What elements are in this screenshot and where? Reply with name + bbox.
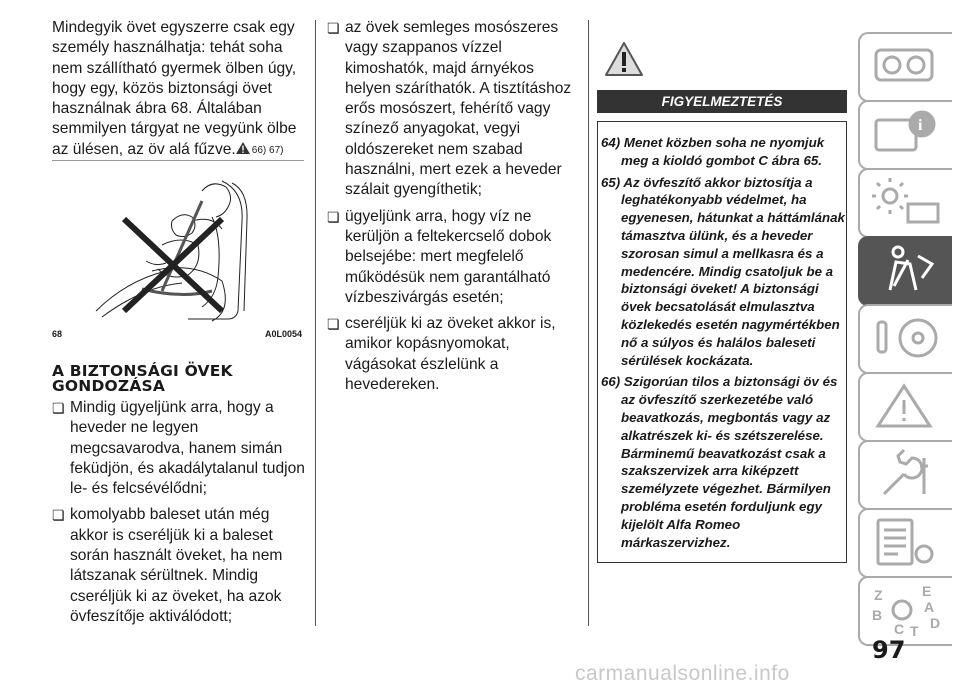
page-number: 97 xyxy=(872,636,906,664)
bullet-item: ❏ az övek semleges mosószeres vagy szappanos vízzel kimoshatók, majd árnyékos helyen száríthatók. A tisztításhoz erős mosószert, fehérítő vagy színező anyagokat, vegyi oldószereket nem szabad használni, mert ezek a heveder szálait gyengíthetik; xyxy=(327,18,583,201)
tab-starting[interactable] xyxy=(858,304,952,374)
svg-text:i: i xyxy=(918,117,923,134)
svg-text:C: C xyxy=(894,621,905,637)
svg-text:B: B xyxy=(872,607,883,623)
child-on-lap-illustration xyxy=(52,161,304,345)
column-1-bullets xyxy=(52,398,306,633)
tab-maintenance[interactable] xyxy=(858,440,952,510)
column-2 xyxy=(327,18,583,401)
bullet-item: ❏ ügyeljünk arra, hogy víz ne kerüljön a feltekercselő dobok belsejébe: mert megfelelő működésük nem garantálható vízbeszivárgás esetén; xyxy=(327,207,583,308)
intro-text: Mindegyik övet egyszerre csak egy személy használhatja: tehát soha nem szállítható gyermek ölben úgy, hogy egy, közös biztonsági övet használnak ábra 68. Általában semmilyen tárgyat ne vegyünk ölbe az ülésen, az öv alá fűzve. xyxy=(52,19,297,158)
bullet-item: ❏ cseréljük ki az öveket akkor is, amikor kopásnyomokat, vágásokat észlelünk a hevedereken. xyxy=(327,314,583,395)
column-1 xyxy=(52,18,306,161)
alphabet-index-icon xyxy=(868,582,948,640)
lights-icon xyxy=(868,174,948,232)
steering-wheel-icon xyxy=(868,310,948,368)
svg-text:A: A xyxy=(924,599,935,615)
section-heading: A BIZTONSÁGI ÖVEK GONDOZÁSA xyxy=(52,362,233,395)
seatbelt-airbag-icon xyxy=(868,242,948,300)
column-divider xyxy=(315,20,316,626)
svg-text:D: D xyxy=(930,615,941,631)
tab-technical-data[interactable] xyxy=(858,508,952,578)
tab-lights[interactable] xyxy=(858,168,952,238)
wrench-icon xyxy=(868,446,948,504)
watermark-footer: carmanualsonline.info xyxy=(575,662,790,685)
tab-safety[interactable] xyxy=(858,236,952,306)
bullet-item: ❏ komolyabb baleset után még akkor is cseréljük ki a baleset során használt öveket, ha nem látszanak sérültnek. Mindig cseréljük ki az öveket, ha azok övfeszítője aktiválódott; xyxy=(52,505,306,627)
intro-paragraph xyxy=(52,18,306,161)
warning-text xyxy=(601,134,845,555)
warning-item: 64) Menet közben soha ne nyomjuk meg a kioldó gombot C ábra 65. xyxy=(601,135,825,168)
warning-item: 66) Szigorúan tilos a biztonsági öv és az övfeszítő szerkezetébe való beavatkozás, megbontás vagy az alkatrészek ki- és szétszerelése. Bárminemű beavatkozást csak a szakszervizek arra kiképzett személyzete végezhet. Bármilyen probléma esetén forduljunk egy kijelölt Alfa Romeo márkaszervizhez. xyxy=(601,374,838,550)
warning-title: FIGYELMEZTETÉS xyxy=(597,90,847,113)
figure-child-on-lap xyxy=(52,160,304,345)
info-icon xyxy=(868,106,948,164)
tab-emergency[interactable] xyxy=(858,372,952,442)
figure-code: A0L0054 xyxy=(264,329,302,339)
tab-info[interactable] xyxy=(858,100,952,170)
reference-numbers: 66) 67) xyxy=(251,144,284,156)
warning-triangle-tool-icon xyxy=(868,378,948,436)
column-divider xyxy=(588,20,589,626)
bullet-item: ❏ Mindig ügyeljünk arra, hogy a heveder ne legyen megcsavarodva, hanem simán feküdjön, és akadálytalanul tudjon le- és felcsévélődni; xyxy=(52,398,306,499)
svg-text:Z: Z xyxy=(874,587,883,603)
warning-item: 65) Az övfeszítő akkor biztosítja a leghatékonyabb védelmet, ha egyenesen, hátunkat a háttámlának támasztva ülünk, és a heveder szorosan simul a mellkasra és a medencére. Mindig csatoljuk be a biztonsági öveket! A biztonsági övek becsatolását elmulasztva közlekedés esetén nagymértékben nő a súlyos és halálos baleseti sérülések kockázata. xyxy=(601,174,845,368)
settings-doc-icon xyxy=(868,514,948,572)
svg-text:E: E xyxy=(922,583,932,599)
warning-triangle-icon xyxy=(236,142,250,154)
figure-number: 68 xyxy=(52,329,63,339)
car-dashboard-icon xyxy=(868,38,948,96)
tab-dashboard[interactable] xyxy=(858,32,952,102)
svg-text:T: T xyxy=(910,623,919,639)
warning-icon xyxy=(605,42,643,76)
